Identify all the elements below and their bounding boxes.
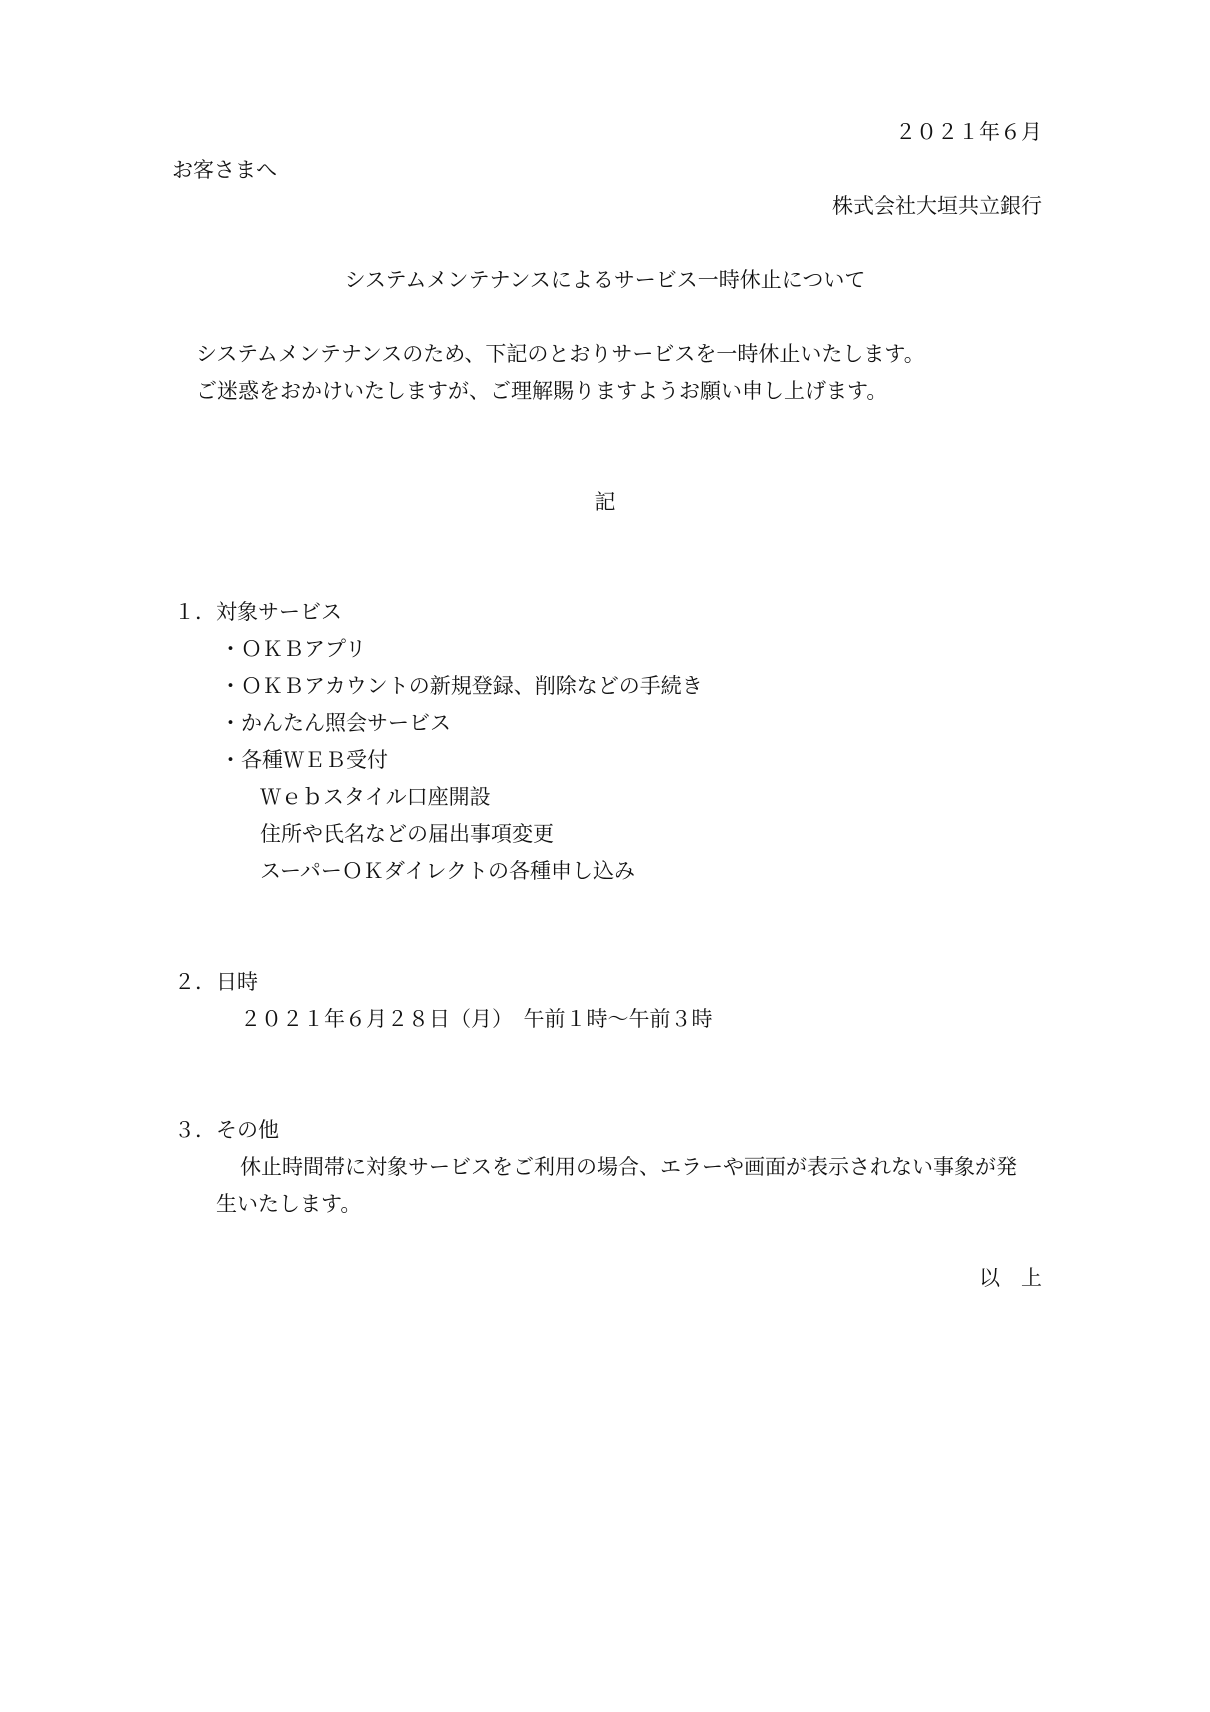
- sender-name: 株式会社大垣共立銀行: [832, 194, 1042, 218]
- service-item: ・かんたん照会サービス: [220, 711, 451, 735]
- service-item: ・各種ＷＥＢ受付: [220, 748, 388, 772]
- web-subitem: Ｗｅｂスタイル口座開設: [260, 785, 491, 809]
- other-text-line: 生いたします。: [216, 1192, 362, 1216]
- section-heading-services: １．対象サービス: [174, 600, 342, 624]
- web-subitem: スーパーＯＫダイレクトの各種申し込み: [260, 859, 636, 883]
- section-heading-other: ３．その他: [174, 1118, 279, 1142]
- page-title: システムメンテナンスによるサービス一時休止について: [344, 268, 866, 292]
- closing-mark: 以 上: [979, 1266, 1042, 1290]
- service-item: ・ＯＫＢアプリ: [220, 637, 367, 661]
- maintenance-datetime: ２０２１年６月２８日（月） 午前１時～午前３時: [240, 1007, 713, 1031]
- intro-line: ご迷惑をおかけいたしますが、ご理解賜りますようお願い申し上げます。: [196, 379, 888, 403]
- recipient: お客さまへ: [172, 158, 277, 182]
- section-heading-datetime: ２．日時: [174, 970, 258, 994]
- other-text-line: 休止時間帯に対象サービスをご利用の場合、エラーや画面が表示されない事象が発: [240, 1155, 1017, 1179]
- issue-date: ２０２１年６月: [895, 120, 1042, 144]
- web-subitem: 住所や氏名などの届出事項変更: [260, 822, 554, 846]
- intro-line: システムメンテナンスのため、下記のとおりサービスを一時休止いたします。: [196, 342, 925, 366]
- ki-marker: 記: [594, 490, 616, 514]
- service-item: ・ＯＫＢアカウントの新規登録、削除などの手続き: [220, 674, 703, 698]
